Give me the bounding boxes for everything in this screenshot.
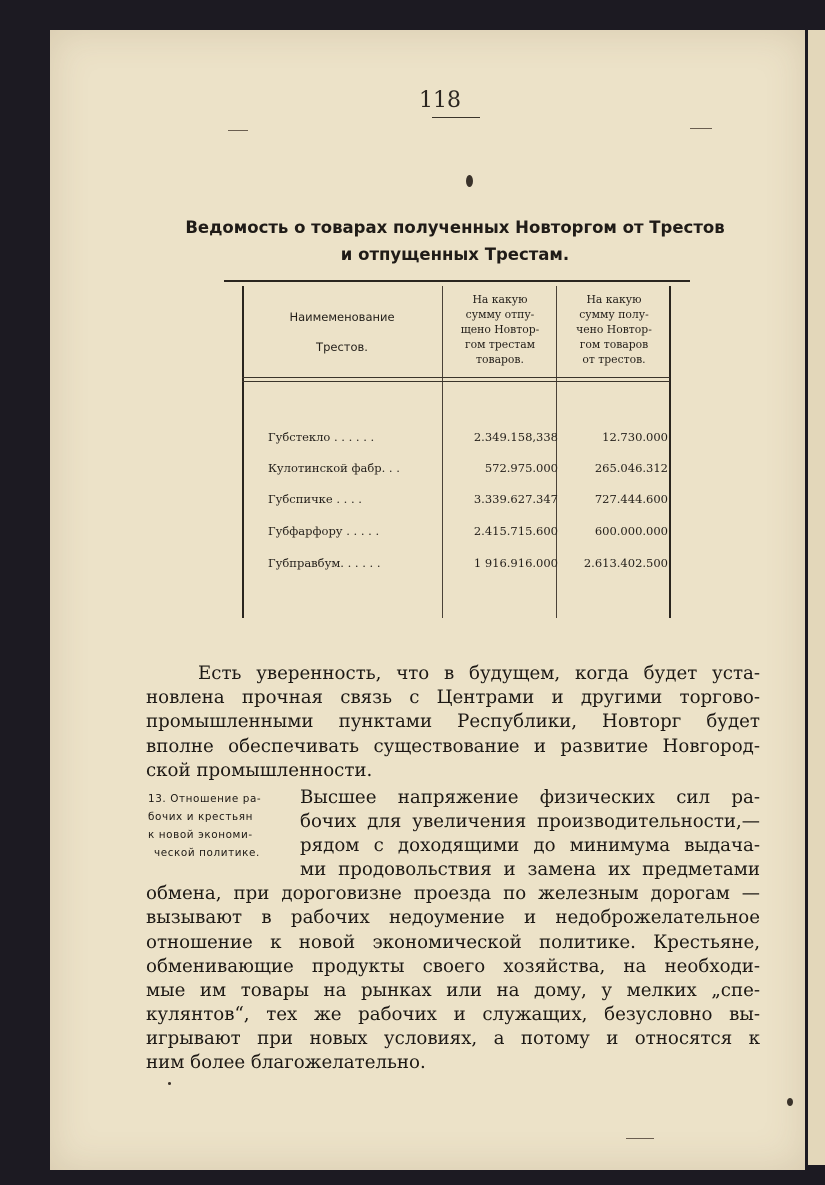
paragraph-line: мые им товары на рынках или на дому, у мелких „спе- — [146, 979, 760, 1001]
header-trust-name — [244, 302, 440, 362]
table-row — [244, 524, 674, 554]
paragraph-workers-peasants — [146, 786, 760, 1075]
header-col1-line: щено Новтор- — [460, 323, 540, 336]
marginal-note-line: к новой экономи- — [148, 829, 253, 841]
header-col2-line: чено Новтор- — [576, 323, 652, 336]
paragraph-line: ской промышленности. — [146, 759, 373, 781]
marginal-note-line: 13. Отношение ра- — [148, 793, 262, 805]
header-col1-line: сумму отпу- — [465, 308, 535, 321]
header-rule-upper — [242, 377, 670, 378]
page-number: 118 — [419, 88, 461, 113]
paragraph-line: кулянтов“, тех же рабочих и служащих, безусловно вы- — [146, 1003, 760, 1025]
table-top-rule — [224, 280, 690, 282]
header-rule-lower — [242, 381, 670, 382]
trust-goods-table — [224, 278, 690, 620]
paragraph-line: обменивающие продукты своего хозяйства, на необходи- — [146, 955, 760, 977]
header-col1-line: На какую — [472, 293, 528, 306]
ink-speck — [787, 1098, 793, 1106]
paragraph-line: вызывают в рабочих недоумение и недоброжелательное — [146, 907, 760, 929]
paragraph-confidence — [146, 662, 760, 783]
header-col2-line: гом товаров — [579, 338, 649, 351]
table-row — [244, 430, 674, 460]
ink-speck — [466, 175, 473, 187]
paragraph-line: бочих для увеличения производительности,— — [300, 811, 760, 833]
paragraph-line: Высшее напряжение физических сил ра- — [300, 787, 760, 808]
paragraph-line: ми продовольствия и замена их предметами — [300, 859, 760, 881]
paragraph-line: обмена, при дороговизне проезда по железным дорогам — — [146, 883, 760, 905]
row-trust-name: Кулотинской фабр. . . — [268, 461, 400, 475]
row-released-value: 2.349.158,338 — [473, 430, 558, 444]
ink-speck — [168, 1082, 171, 1085]
print-mark — [228, 130, 248, 131]
table-title-line-1: Ведомость о товарах полученных Новторгом от Трестов — [185, 218, 725, 237]
print-mark — [626, 1138, 654, 1139]
paragraph-line: промышленными пунктами Республики, Новторг будет — [146, 711, 760, 733]
row-released-value: 2.415.715.600 — [473, 524, 558, 538]
row-released-value: 572.975.000 — [484, 461, 558, 475]
adjacent-page-edge — [808, 30, 825, 1165]
marginal-note-line: бочих и крестьян — [148, 811, 253, 823]
table-title-line-2: и отпущенных Трестам. — [340, 245, 570, 264]
paragraph-line: игрывают при новых условиях, а потому и относятся к — [146, 1027, 760, 1049]
row-received-value: 12.730.000 — [602, 430, 668, 444]
header-col2-line: от трестов. — [582, 353, 646, 366]
paragraph-line: вполне обеспечивать существование и развитие Новгород- — [146, 735, 760, 757]
page-number-underline — [432, 117, 480, 118]
header-col2-line: На какую — [586, 293, 642, 306]
header-col1-line: товаров. — [476, 353, 524, 366]
row-received-value: 2.613.402.500 — [583, 556, 668, 570]
print-mark — [690, 128, 712, 129]
header-name-line-1: Наимеменование — [289, 310, 395, 324]
header-col2-line: сумму полу- — [579, 308, 649, 321]
row-trust-name: Губфарфору . . . . . — [268, 524, 380, 538]
row-received-value: 727.444.600 — [594, 492, 668, 506]
row-trust-name: Губстекло . . . . . . — [268, 430, 375, 444]
paragraph-line: отношение к новой экономической политике. Крестьяне, — [146, 931, 760, 953]
header-received-amount — [560, 292, 668, 367]
table-row — [244, 492, 674, 522]
row-received-value: 600.000.000 — [594, 524, 668, 538]
row-released-value: 1 916.916.000 — [473, 556, 558, 570]
row-released-value: 3.339.627.347 — [473, 492, 558, 506]
header-name-line-2: Трестов. — [316, 340, 368, 354]
row-received-value: 265.046.312 — [594, 461, 668, 475]
paragraph-line: ним более благожелательно. — [146, 1052, 426, 1074]
table-title — [150, 214, 760, 268]
paragraph-line: рядом с доходящими до минимума выдача- — [300, 835, 760, 857]
paragraph-line: новлена прочная связь с Центрами и другими торгово- — [146, 687, 760, 709]
header-released-amount — [446, 292, 554, 367]
paragraph-line: Есть уверенность, что в будущем, когда будет уста- — [198, 663, 760, 684]
row-trust-name: Губправбум. . . . . . — [268, 556, 381, 570]
marginal-note-line: ческой политике. — [154, 847, 260, 859]
row-trust-name: Губспичке . . . . — [268, 492, 362, 506]
table-row — [244, 461, 674, 491]
header-col1-line: гом трестам — [464, 338, 536, 351]
table-row — [244, 556, 674, 586]
